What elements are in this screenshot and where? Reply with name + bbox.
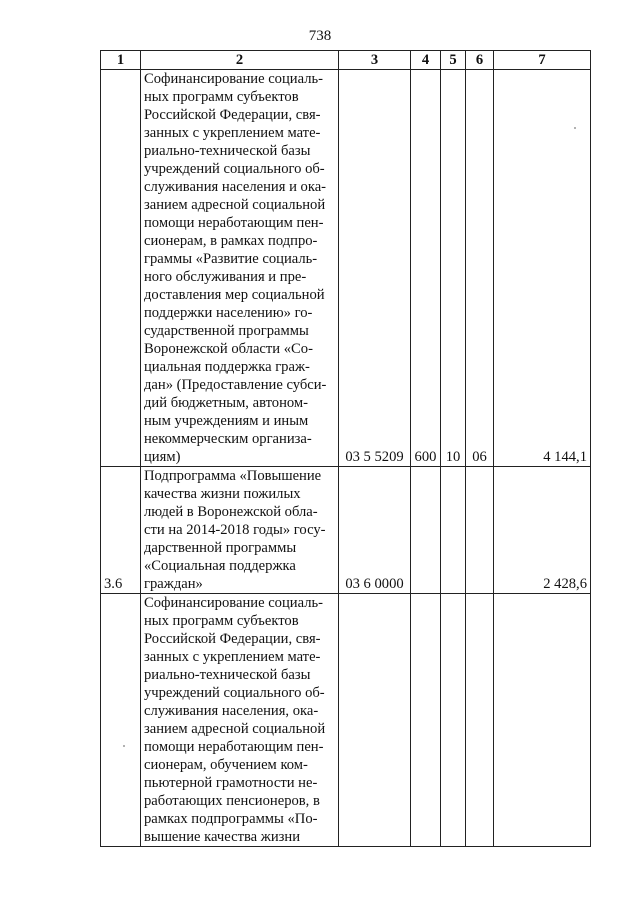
row-col-5 bbox=[441, 467, 466, 594]
row-code bbox=[339, 594, 411, 847]
row-col-6 bbox=[466, 467, 494, 594]
row-name-text: Подпрограмма «Повышение качества жизни пожилых людей в Воронежской обла- сти на 2014-2018 годы» госу- дарственной программы «Социальная поддержка граждан» bbox=[144, 468, 326, 592]
header-col-4: 4 bbox=[411, 51, 441, 70]
header-col-6: 6 bbox=[466, 51, 494, 70]
row-code: 03 6 0000 bbox=[339, 467, 411, 594]
row-name-text: Софинансирование социаль- ных программ субъектов Российской Федерации, свя- занных с укреплением мате- риально-технической базы учреждений социального об- служивания населения, ока- занием адресной социальной помощи неработающим пен- сионерам, обучением ком- пьютерной грамотности не- работающих пенсионеров, в рамках подпрограммы «По- вышение качества жизни bbox=[144, 595, 326, 845]
scan-speck bbox=[574, 127, 576, 129]
row-col-4 bbox=[411, 594, 441, 847]
row-col-4 bbox=[411, 467, 441, 594]
table-row bbox=[101, 70, 591, 467]
header-col-3: 3 bbox=[339, 51, 411, 70]
row-col-5 bbox=[441, 594, 466, 847]
row-col-4: 600 bbox=[411, 70, 441, 467]
row-amount: 4 144,1 bbox=[494, 70, 591, 467]
budget-table bbox=[100, 50, 591, 847]
row-col-5: 10 bbox=[441, 70, 466, 467]
row-number bbox=[101, 594, 141, 847]
row-amount bbox=[494, 594, 591, 847]
table-header-row bbox=[101, 51, 591, 70]
table-row bbox=[101, 594, 591, 847]
row-col-6 bbox=[466, 594, 494, 847]
row-col-6: 06 bbox=[466, 70, 494, 467]
row-name bbox=[141, 70, 339, 467]
row-name bbox=[141, 594, 339, 847]
row-code: 03 5 5209 bbox=[339, 70, 411, 467]
header-col-1: 1 bbox=[101, 51, 141, 70]
header-col-7: 7 bbox=[494, 51, 591, 70]
row-amount: 2 428,6 bbox=[494, 467, 591, 594]
scan-speck bbox=[123, 745, 125, 747]
row-number bbox=[101, 70, 141, 467]
row-name-text: Софинансирование социаль- ных программ субъектов Российской Федерации, свя- занных с укреплением мате- риально-технической базы учреждений социального об- служивания населения и ока- занием адресной социальной помощи неработающим пен- сионерам, в рамках подпро- граммы «Развитие социаль- ного обслуживания и пре- доставления мер социальной поддержки населению» го- сударственной программы Воронежской области «Со- циальная поддержка граж- дан» (Предоставление субси- дий бюджетным, автоном- ным учреждениям и иным некоммерческим организа- циям) bbox=[144, 71, 327, 465]
header-col-2: 2 bbox=[141, 51, 339, 70]
page-number: 738 bbox=[308, 28, 332, 44]
header-col-5: 5 bbox=[441, 51, 466, 70]
row-name bbox=[141, 467, 339, 594]
row-number: 3.6 bbox=[101, 467, 141, 594]
table-row bbox=[101, 467, 591, 594]
